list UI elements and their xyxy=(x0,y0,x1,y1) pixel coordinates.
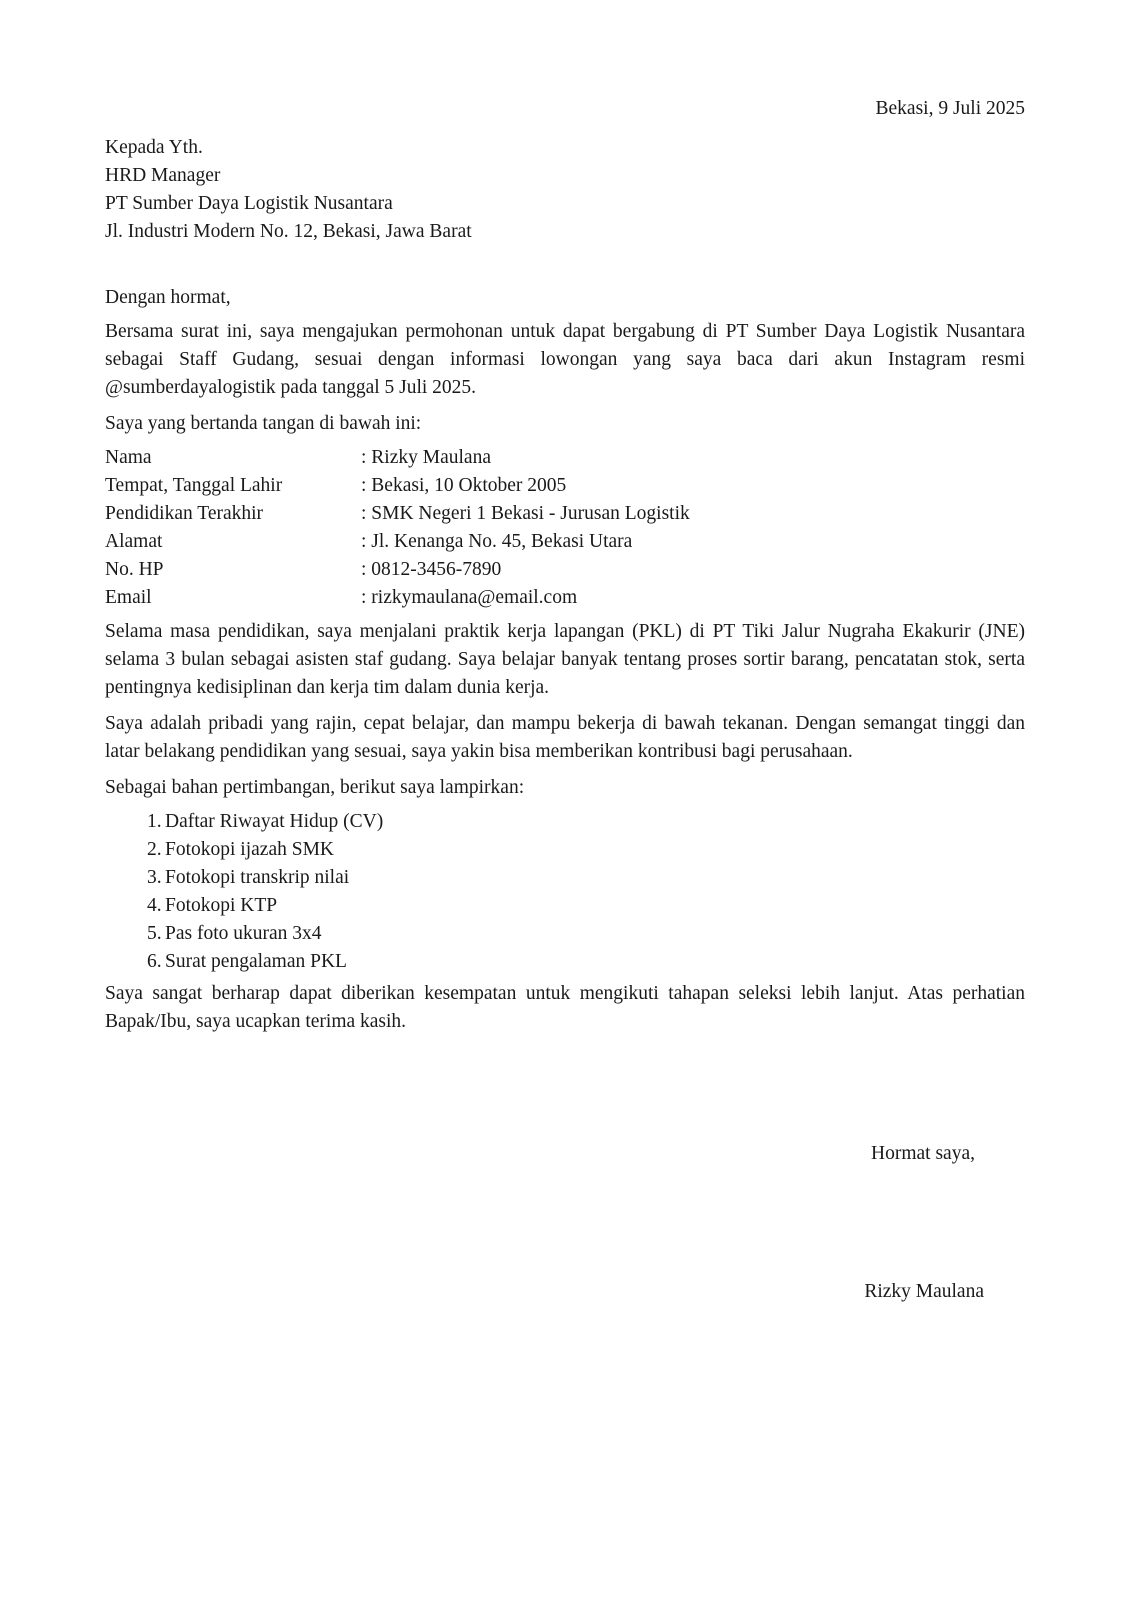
identity-label: Alamat xyxy=(105,531,163,552)
recipient-line: HRD Manager xyxy=(105,165,221,186)
letter-page xyxy=(105,0,1025,1600)
attachment-item xyxy=(147,892,1025,920)
identity-value: : rizkymaulana@email.com xyxy=(361,587,578,608)
attachment-number: 5. xyxy=(147,923,162,944)
identity-table xyxy=(105,444,690,612)
identity-row xyxy=(105,556,690,584)
signer-name: Rizky Maulana xyxy=(864,1281,984,1302)
identity-intro: Saya yang bertanda tangan di bawah ini: xyxy=(105,413,422,434)
recipient-line: Kepada Yth. xyxy=(105,137,203,158)
attachment-number: 1. xyxy=(147,811,162,832)
attachment-item xyxy=(147,948,1025,976)
experience-paragraph: Selama masa pendidikan, saya menjalani praktik kerja lapangan (PKL) di PT Tiki Jalur Nugraha Ekakurir (JNE) selama 3 bulan sebagai asisten staf gudang. Saya belajar banyak tentang proses sortir barang, pencatatan stok, serta pentingnya kedisiplinan dan kerja tim dalam dunia kerja. xyxy=(105,621,1025,698)
identity-label: Pendidikan Terakhir xyxy=(105,503,264,524)
attachment-number: 4. xyxy=(147,895,162,916)
identity-value: : SMK Negeri 1 Bekasi - Jurusan Logistik xyxy=(361,503,690,524)
closing-paragraph: Saya sangat berharap dapat diberikan kesempatan untuk mengikuti tahapan seleksi lebih lanjut. Atas perhatian Bapak/Ibu, saya ucapkan terima kasih. xyxy=(105,983,1025,1032)
attachments-intro: Sebagai bahan pertimbangan, berikut saya lampirkan: xyxy=(105,777,525,798)
recipient-line: PT Sumber Daya Logistik Nusantara xyxy=(105,193,393,214)
identity-value: : Jl. Kenanga No. 45, Bekasi Utara xyxy=(361,531,633,552)
identity-row xyxy=(105,472,690,500)
recipient-line: Jl. Industri Modern No. 12, Bekasi, Jawa Barat xyxy=(105,221,472,242)
attachment-item xyxy=(147,808,1025,836)
identity-label: No. HP xyxy=(105,559,164,580)
attachment-text: Pas foto ukuran 3x4 xyxy=(165,923,322,944)
identity-value: : 0812-3456-7890 xyxy=(361,559,502,580)
attachment-text: Fotokopi ijazah SMK xyxy=(165,839,334,860)
recipient-block xyxy=(105,134,472,246)
greeting: Dengan hormat, xyxy=(105,287,231,308)
closing-salutation: Hormat saya, xyxy=(871,1143,975,1164)
identity-row xyxy=(105,584,690,612)
attachment-number: 6. xyxy=(147,951,162,972)
attachments-list xyxy=(105,808,1025,976)
identity-value: : Rizky Maulana xyxy=(361,447,491,468)
identity-row xyxy=(105,444,690,472)
attachment-number: 2. xyxy=(147,839,162,860)
attachment-item xyxy=(147,920,1025,948)
letter-date: Bekasi, 9 Juli 2025 xyxy=(875,98,1025,119)
attachment-number: 3. xyxy=(147,867,162,888)
identity-value: : Bekasi, 10 Oktober 2005 xyxy=(361,475,567,496)
identity-label: Nama xyxy=(105,447,152,468)
identity-row xyxy=(105,500,690,528)
attachment-text: Daftar Riwayat Hidup (CV) xyxy=(165,811,384,832)
letter-body xyxy=(105,318,1025,1044)
qualities-paragraph: Saya adalah pribadi yang rajin, cepat belajar, dan mampu bekerja di bawah tekanan. Dengan semangat tinggi dan latar belakang pendidikan yang sesuai, saya yakin bisa memberikan kontribusi bagi perusahaan. xyxy=(105,713,1025,762)
identity-label: Email xyxy=(105,587,152,608)
attachment-item xyxy=(147,864,1025,892)
intro-paragraph: Bersama surat ini, saya mengajukan permohonan untuk dapat bergabung di PT Sumber Daya Logistik Nusantara sebagai Staff Gudang, sesuai dengan informasi lowongan yang saya baca dari akun Instagram resmi @sumberdayalogistik pada tanggal 5 Juli 2025. xyxy=(105,321,1025,398)
attachment-text: Surat pengalaman PKL xyxy=(165,951,347,972)
attachment-text: Fotokopi KTP xyxy=(165,895,278,916)
identity-row xyxy=(105,528,690,556)
attachment-text: Fotokopi transkrip nilai xyxy=(165,867,350,888)
identity-label: Tempat, Tanggal Lahir xyxy=(105,475,283,496)
attachment-item xyxy=(147,836,1025,864)
